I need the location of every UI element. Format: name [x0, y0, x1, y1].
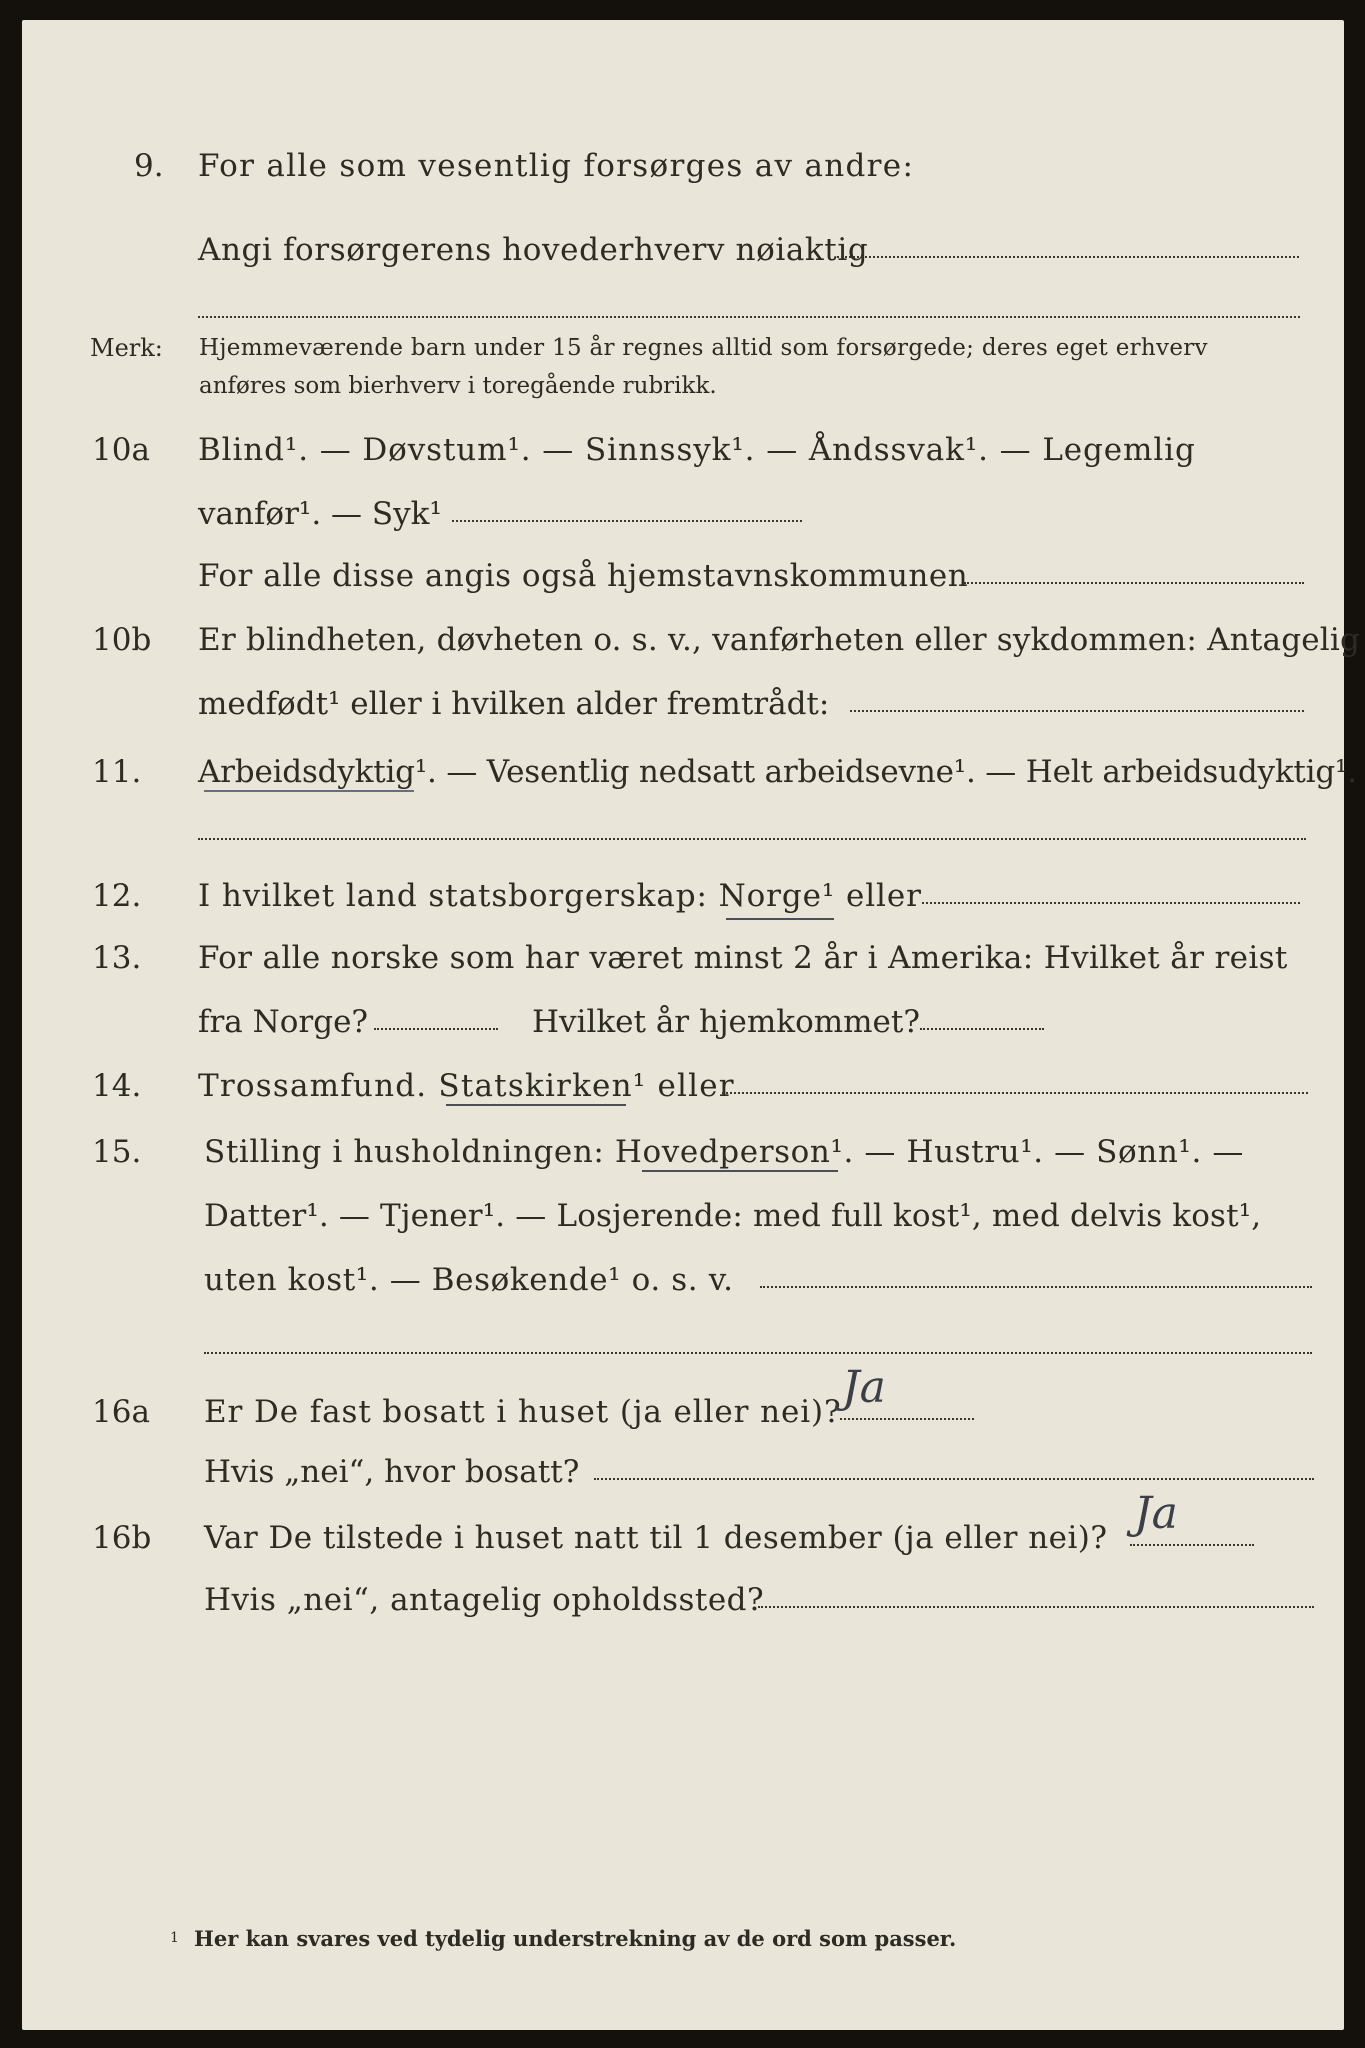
q14-text: Trossamfund. Statskirken¹ eller — [198, 1068, 735, 1104]
q10b-text-2: medfødt¹ eller i hvilken alder fremtrådt: — [198, 686, 830, 722]
q15-text-3: uten kost¹. — Besøkende¹ o. s. v. — [204, 1262, 734, 1298]
q10b-answer-line[interactable] — [850, 710, 1304, 712]
q15-answer-line[interactable] — [760, 1286, 1312, 1288]
q16a-answer-line-2[interactable] — [594, 1478, 1314, 1480]
q11-answer-line[interactable] — [198, 838, 1306, 840]
merk-label: Merk: — [90, 334, 163, 362]
q10a-number: 10a — [92, 432, 150, 468]
q15-answer-line-2[interactable] — [204, 1352, 1312, 1354]
q16b-text-2: Hvis „nei“, antagelig opholdssted? — [204, 1582, 765, 1618]
q15-text-2: Datter¹. — Tjener¹. — Losjerende: med full kost¹, med delvis kost¹, — [204, 1198, 1262, 1234]
q16a-text-2: Hvis „nei“, hvor bosatt? — [204, 1454, 580, 1490]
q16b-answer-line-2[interactable] — [758, 1606, 1314, 1608]
q13-number: 13. — [92, 940, 142, 976]
q13-answer-line-2[interactable] — [920, 1028, 1044, 1030]
footnote-marker: 1 — [170, 1930, 179, 1946]
q15-number: 15. — [92, 1134, 142, 1170]
q16a-handwritten-answer: Ja — [842, 1362, 886, 1413]
q10a-answer-line-2[interactable] — [964, 582, 1304, 584]
q16a-answer-line[interactable] — [840, 1418, 974, 1420]
footnote-text: Her kan svares ved tydelig understrekning av de ord som passer. — [194, 1926, 957, 1951]
q14-number: 14. — [92, 1068, 142, 1104]
q13-text-2b: Hvilket år hjemkommet? — [532, 1004, 920, 1040]
q11-number: 11. — [92, 754, 142, 790]
q16b-answer-line[interactable] — [1130, 1544, 1254, 1546]
q9-number: 9. — [134, 148, 164, 184]
q10a-text-2: vanfør¹. — Syk¹ — [198, 496, 442, 532]
q9-text-2: Angi forsørgerens hovederhverv nøiaktig — [198, 232, 869, 268]
q11-text: Arbeidsdyktig¹. — Vesentlig nedsatt arbeidsevne¹. — Helt arbeidsudyktig¹. — [198, 754, 1357, 790]
q12-text: I hvilket land statsborgerskap: Norge¹ eller — [198, 878, 922, 914]
merk-text: Hjemmeværende barn under 15 år regnes alltid som forsørgede; deres eget erhverv — [199, 335, 1208, 361]
q15-text: Stilling i husholdningen: Hovedperson¹. — Hustru¹. — Sønn¹. — — [204, 1134, 1244, 1170]
q9-answer-line-2[interactable] — [198, 316, 1300, 318]
q13-text-2a: fra Norge? — [198, 1004, 369, 1040]
q16b-handwritten-answer: Ja — [1134, 1488, 1178, 1539]
q15-handwritten-underline — [642, 1170, 838, 1172]
q16b-text: Var De tilstede i huset natt til 1 desember (ja eller nei)? — [204, 1520, 1108, 1556]
q13-text: For alle norske som har været minst 2 år i Amerika: Hvilket år reist — [198, 940, 1288, 976]
q16a-number: 16a — [92, 1394, 150, 1430]
q14-answer-line[interactable] — [722, 1092, 1308, 1094]
census-form-page — [22, 20, 1361, 2030]
q12-answer-line[interactable] — [922, 902, 1300, 904]
q9-answer-line[interactable] — [837, 256, 1299, 258]
q10b-number: 10b — [92, 622, 152, 658]
q16a-text: Er De fast bosatt i huset (ja eller nei)? — [204, 1394, 842, 1430]
q11-handwritten-underline — [204, 790, 414, 792]
q12-handwritten-underline — [726, 918, 834, 920]
q16b-number: 16b — [92, 1520, 152, 1556]
q13-answer-line[interactable] — [374, 1028, 498, 1030]
q10b-text: Er blindheten, døvheten o. s. v., vanførheten eller sykdommen: Antagelig — [198, 622, 1361, 658]
q12-number: 12. — [92, 878, 142, 914]
q10a-answer-line[interactable] — [452, 520, 802, 522]
q14-handwritten-underline — [446, 1104, 626, 1106]
q10a-text: Blind¹. — Døvstum¹. — Sinnssyk¹. — Åndssvak¹. — Legemlig — [198, 432, 1196, 468]
merk-text-2: anføres som bierhverv i toregående rubrikk. — [199, 373, 717, 399]
q9-text: For alle som vesentlig forsørges av andre: — [198, 148, 915, 184]
q10a-text-3: For alle disse angis også hjemstavnskommunen — [198, 558, 969, 594]
